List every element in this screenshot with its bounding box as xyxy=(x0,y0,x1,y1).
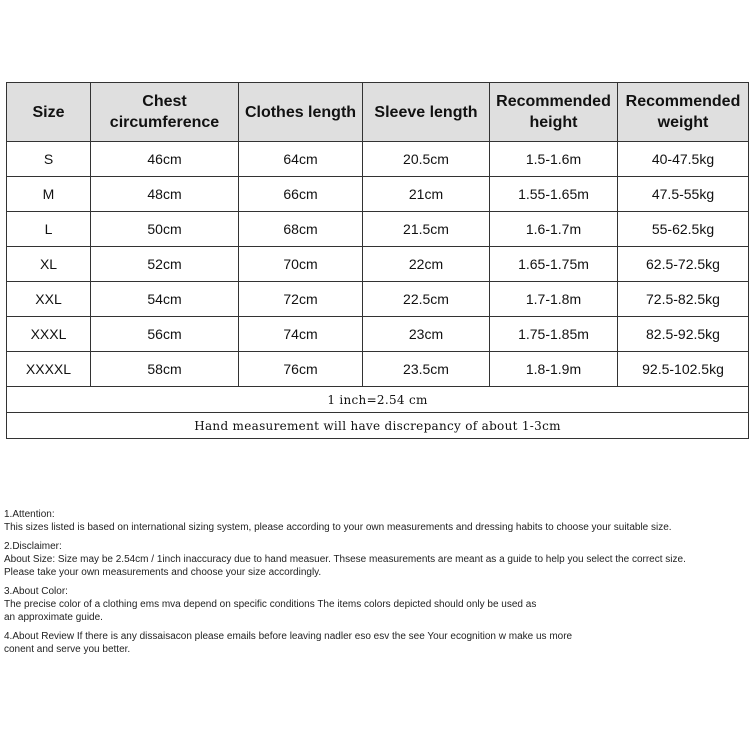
table-row xyxy=(7,282,749,317)
cell-clothes-length: 66cm xyxy=(239,177,363,212)
cell-sleeve-length: 20.5cm xyxy=(363,142,490,177)
cell-chest-circumference: 56cm xyxy=(91,317,239,352)
note-text: Please take your own measurements and choose your size accordingly. xyxy=(4,567,322,578)
note-block xyxy=(4,540,748,579)
table-row xyxy=(7,352,749,387)
size-chart-table xyxy=(6,82,749,439)
cell-chest-circumference: 46cm xyxy=(91,142,239,177)
header-line: Recommended xyxy=(625,93,741,110)
cell-size: XXXXL xyxy=(7,352,91,387)
note-block xyxy=(4,630,748,656)
note-text: 4.About Review If there is any dissaisacon please emails before leaving nadler eso esv the see Your ecognition w make us more xyxy=(4,631,573,642)
note-block xyxy=(4,585,748,624)
size-notes xyxy=(4,508,748,662)
cell-recommended-height: 1.5-1.6m xyxy=(490,142,618,177)
note-title: 2.Disclaimer: xyxy=(4,541,62,552)
header-size xyxy=(7,83,91,142)
cell-size: XXXL xyxy=(7,317,91,352)
table-row xyxy=(7,247,749,282)
cell-clothes-length: 68cm xyxy=(239,212,363,247)
cell-recommended-height: 1.55-1.65m xyxy=(490,177,618,212)
cell-size: XXL xyxy=(7,282,91,317)
footnote-row xyxy=(7,387,749,413)
cell-recommended-height: 1.7-1.8m xyxy=(490,282,618,317)
cell-chest-circumference: 54cm xyxy=(91,282,239,317)
table-row xyxy=(7,177,749,212)
cell-chest-circumference: 50cm xyxy=(91,212,239,247)
header-recommended-weight xyxy=(618,83,749,142)
cell-size: M xyxy=(7,177,91,212)
measurement-discrepancy-note: Hand measurement will have discrepancy of about 1-3cm xyxy=(7,413,749,439)
footnote-row xyxy=(7,413,749,439)
note-title: 1.Attention: xyxy=(4,509,55,520)
cell-size: S xyxy=(7,142,91,177)
cell-recommended-weight: 55-62.5kg xyxy=(618,212,749,247)
cell-recommended-weight: 72.5-82.5kg xyxy=(618,282,749,317)
note-text: About Size: Size may be 2.54cm / 1inch inaccuracy due to hand measuer. Thsese measurements are meant as a guide to help you select the correct size. xyxy=(4,554,686,565)
header-line: Clothes length xyxy=(244,103,357,121)
cell-recommended-height: 1.6-1.7m xyxy=(490,212,618,247)
cell-size: L xyxy=(7,212,91,247)
cell-sleeve-length: 23cm xyxy=(363,317,490,352)
cell-sleeve-length: 21.5cm xyxy=(363,212,490,247)
header-line: height xyxy=(529,114,578,131)
inch-conversion-note: 1 inch=2.54 cm xyxy=(7,387,749,413)
header-row xyxy=(7,83,749,142)
cell-chest-circumference: 52cm xyxy=(91,247,239,282)
note-text: This sizes listed is based on international sizing system, please according to your own measurements and dressing habits to choose your suitable size. xyxy=(4,522,672,533)
note-text: conent and serve you better. xyxy=(4,644,131,655)
cell-clothes-length: 72cm xyxy=(239,282,363,317)
cell-clothes-length: 70cm xyxy=(239,247,363,282)
cell-recommended-height: 1.75-1.85m xyxy=(490,317,618,352)
cell-recommended-weight: 92.5-102.5kg xyxy=(618,352,749,387)
table-row xyxy=(7,212,749,247)
header-chest-circumference xyxy=(91,83,239,142)
table-row xyxy=(7,317,749,352)
header-line: Sleeve length xyxy=(374,103,478,121)
cell-clothes-length: 76cm xyxy=(239,352,363,387)
header-sleeve-length xyxy=(363,83,490,142)
header-recommended-height xyxy=(490,83,618,142)
note-text: The precise color of a clothing ems mva depend on specific conditions The items colors depicted should only be used as xyxy=(4,599,537,610)
cell-sleeve-length: 23.5cm xyxy=(363,352,490,387)
cell-size: XL xyxy=(7,247,91,282)
header-line: weight xyxy=(657,114,709,131)
cell-recommended-weight: 82.5-92.5kg xyxy=(618,317,749,352)
note-title: 3.About Color: xyxy=(4,586,68,597)
header-line: Chest xyxy=(142,93,187,110)
cell-recommended-height: 1.8-1.9m xyxy=(490,352,618,387)
cell-recommended-height: 1.65-1.75m xyxy=(490,247,618,282)
header-line: Size xyxy=(32,103,65,121)
cell-recommended-weight: 62.5-72.5kg xyxy=(618,247,749,282)
cell-recommended-weight: 40-47.5kg xyxy=(618,142,749,177)
cell-chest-circumference: 58cm xyxy=(91,352,239,387)
note-block xyxy=(4,508,748,534)
table-row xyxy=(7,142,749,177)
cell-sleeve-length: 22cm xyxy=(363,247,490,282)
cell-recommended-weight: 47.5-55kg xyxy=(618,177,749,212)
header-line: circumference xyxy=(109,114,220,131)
header-clothes-length xyxy=(239,83,363,142)
cell-clothes-length: 74cm xyxy=(239,317,363,352)
cell-sleeve-length: 22.5cm xyxy=(363,282,490,317)
cell-sleeve-length: 21cm xyxy=(363,177,490,212)
header-line: Recommended xyxy=(496,93,611,110)
cell-clothes-length: 64cm xyxy=(239,142,363,177)
note-text: an approximate guide. xyxy=(4,612,103,623)
cell-chest-circumference: 48cm xyxy=(91,177,239,212)
